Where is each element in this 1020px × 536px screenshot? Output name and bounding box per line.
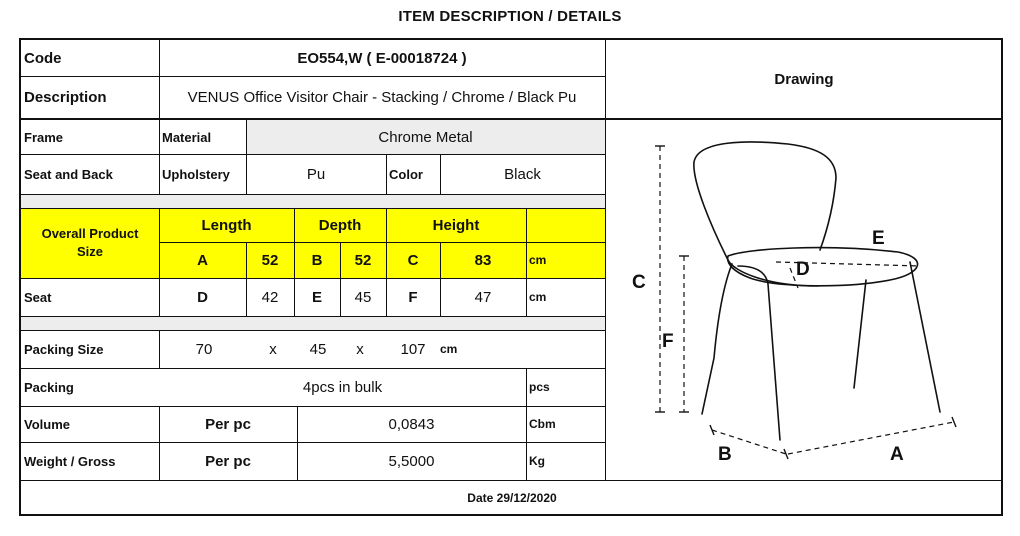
color-value: Black	[504, 165, 541, 183]
code-value: EO554,W ( E-00018724 )	[297, 49, 467, 67]
diagram-label-a: A	[890, 444, 904, 465]
volume-value: 0,0843	[388, 415, 435, 433]
chair-leg-front-left	[702, 264, 732, 414]
overall-size-label: Overall Product Size	[41, 226, 139, 259]
depth-header: Depth	[318, 216, 362, 234]
chair-seat	[728, 248, 918, 286]
dim-d-letter: D	[197, 288, 208, 306]
dim-a-value: 52	[261, 251, 279, 269]
frame-label: Frame	[24, 129, 64, 145]
dim-f-value: 47	[474, 288, 492, 306]
material-value: Chrome Metal	[378, 128, 473, 146]
packing-label: Packing	[24, 379, 74, 395]
diagram-label-e: E	[872, 228, 885, 249]
dim-f-letter: F	[408, 288, 418, 306]
diagram-label-d: D	[796, 259, 810, 280]
page-title: ITEM DESCRIPTION / DETAILS	[398, 8, 622, 25]
packing-times-1: x	[269, 340, 277, 358]
packing-size-label: Packing Size	[24, 341, 104, 357]
packing-size-unit: cm	[440, 342, 458, 356]
weight-label: Weight / Gross	[24, 453, 116, 469]
packing-length: 70	[195, 340, 213, 358]
volume-unit: Cbm	[529, 417, 556, 431]
code-label: Code	[24, 49, 62, 67]
packing-depth: 45	[309, 340, 327, 358]
diagram-label-c: C	[632, 272, 646, 293]
seat-back-label: Seat and Back	[24, 166, 113, 182]
dim-d-value: 42	[261, 288, 279, 306]
volume-label: Volume	[24, 416, 70, 432]
description-label: Description	[24, 88, 107, 106]
dim-b-letter: B	[311, 251, 323, 269]
dim-e-letter: E	[311, 288, 322, 306]
chair-drawing	[628, 118, 996, 478]
diagram-label-f: F	[662, 331, 674, 352]
spacer-row	[21, 194, 605, 208]
volume-per: Per pc	[205, 415, 251, 433]
upholstery-value: Pu	[306, 165, 326, 183]
upholstery-label: Upholstery	[162, 166, 230, 182]
dim-b-value: 52	[354, 251, 372, 269]
color-label: Color	[389, 166, 423, 182]
document-date: Date 29/12/2020	[467, 490, 557, 505]
dim-a-letter: A	[197, 251, 208, 269]
dim-c-value: 83	[474, 251, 492, 269]
dim-e-value: 45	[354, 288, 372, 306]
overall-unit: cm	[529, 253, 547, 267]
chair-leg-rear	[854, 280, 866, 388]
material-label: Material	[162, 129, 212, 145]
packing-times-2: x	[356, 340, 364, 358]
spacer-row	[21, 316, 605, 330]
weight-unit: Kg	[529, 454, 545, 468]
packing-unit: pcs	[529, 380, 550, 394]
chair-leg-front-right	[910, 262, 940, 412]
seat-unit: cm	[529, 290, 547, 304]
length-header: Length	[201, 216, 252, 234]
height-header: Height	[432, 216, 480, 234]
drawing-label: Drawing	[774, 70, 834, 88]
chair-backrest	[694, 142, 836, 260]
dim-a-line	[788, 422, 954, 454]
packing-height: 107	[400, 340, 426, 358]
seat-label: Seat	[24, 289, 52, 305]
description-value: VENUS Office Visitor Chair - Stacking / Chrome / Black Pu	[187, 88, 577, 106]
dim-c-letter: C	[407, 251, 419, 269]
weight-value: 5,5000	[388, 452, 435, 470]
weight-per: Per pc	[205, 452, 251, 470]
diagram-label-b: B	[718, 444, 732, 465]
packing-value: 4pcs in bulk	[302, 378, 383, 396]
